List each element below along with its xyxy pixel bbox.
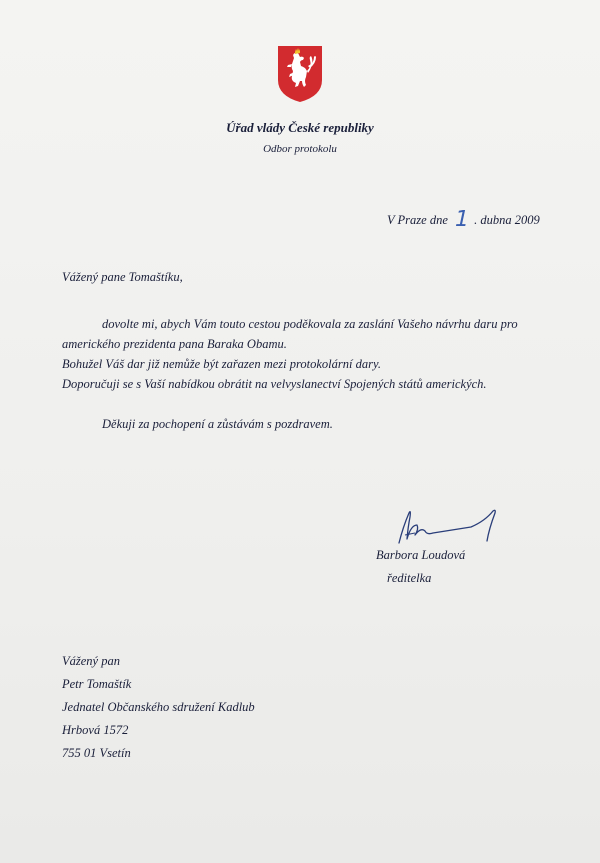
date-prefix: V Praze dne — [387, 213, 448, 227]
recipient-salutation: Vážený pan — [62, 654, 120, 668]
closing-line: Děkuji za pochopení a zůstávám s pozdravem. — [102, 417, 333, 431]
signatory-name: Barbora Loudová — [376, 548, 466, 562]
body-line-2: amerického prezidenta pana Baraka Obamu. — [62, 337, 287, 351]
body-line-4: Doporučuji se s Vaší nabídkou obrátit na velvyslanectví Spojených států amerických. — [62, 377, 487, 391]
handwritten-day: 1 — [451, 207, 472, 232]
body-line-3: Bohužel Váš dar již nemůže být zařazen mezi protokolární dary. — [62, 357, 381, 371]
recipient-city: 755 01 Vsetín — [62, 746, 131, 760]
recipient-name: Petr Tomaštík — [62, 677, 132, 691]
date-line — [387, 205, 540, 230]
salutation: Vážený pane Tomaštíku, — [62, 270, 183, 284]
date-suffix: . dubna 2009 — [474, 213, 540, 227]
recipient-position: Jednatel Občanského sdružení Kadlub — [62, 700, 255, 714]
signatory-title: ředitelka — [387, 571, 432, 585]
handwritten-signature — [393, 505, 508, 545]
recipient-street: Hrbová 1572 — [62, 723, 129, 737]
body-line-1: dovolte mi, abych Vám touto cestou poděkovala za zaslání Vašeho návrhu daru pro — [102, 317, 518, 331]
office-name: Úřad vlády České republiky — [226, 120, 374, 135]
department-name: Odbor protokolu — [263, 143, 337, 155]
state-emblem-lion-icon — [276, 44, 324, 104]
